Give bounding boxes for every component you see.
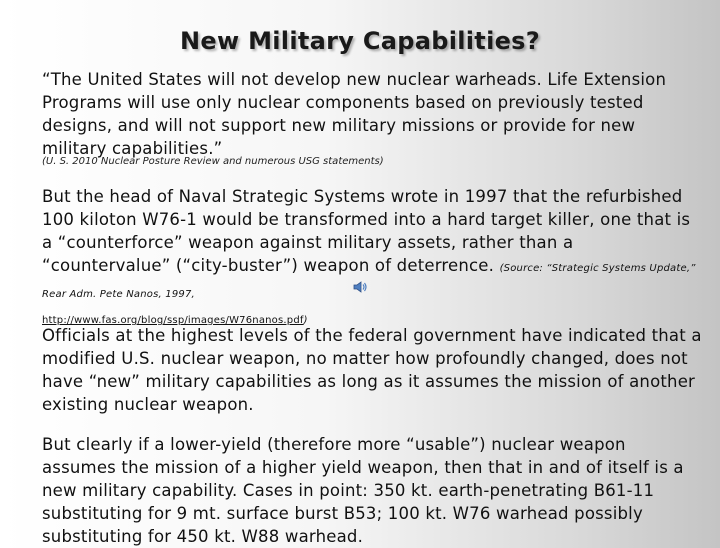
quote-paragraph: “The United States will not develop new nuclear warheads. Life Extension Programs will use only nuclear components based on previously tested designs, and will not support new military missions or provide for new military capabilities.”: [42, 70, 667, 158]
source-citation: (Source: “Strategic Systems Update,” Rear Adm. Pete Nanos, 1997,: [42, 263, 696, 300]
conclusion-paragraph: But clearly if a lower-yield (therefore more “usable”) nuclear weapon assumes the mission of a higher yield weapon, then that in and of itself is a new military capability. Cases in point: 350 kt. earth-penetrating B61-11 substituting for 9 mt. surface burst B53; 100 kt. W76 warhead possibly substituting for 450 kt. W88 warhead.: [42, 435, 684, 546]
slide-title: New Military Capabilities?: [180, 27, 540, 55]
naval-paragraph-text: But the head of Naval Strategic Systems wrote in 1997 that the refurbished 100 kiloton W76-1 would be transformed into a hard target killer, one that is a “counterforce” weapon against military assets, rather than a “countervalue” (“city-buster”) weapon of deterrence.: [42, 187, 691, 275]
officials-paragraph: Officials at the highest levels of the federal government have indicated that a modified U.S. nuclear weapon, no matter how profoundly changed, does not have “new” military capabilities as long as it assumes the mission of another existing nuclear weapon.: [42, 326, 702, 414]
speaker-icon[interactable]: [352, 279, 368, 295]
source-close-paren: ): [303, 315, 308, 326]
source-link[interactable]: http://www.fas.org/blog/ssp/images/W76nanos.pdf: [42, 315, 304, 326]
naval-paragraph: [42, 185, 702, 332]
quote-citation: (U. S. 2010 Nuclear Posture Review and numerous USG statements): [42, 156, 384, 167]
